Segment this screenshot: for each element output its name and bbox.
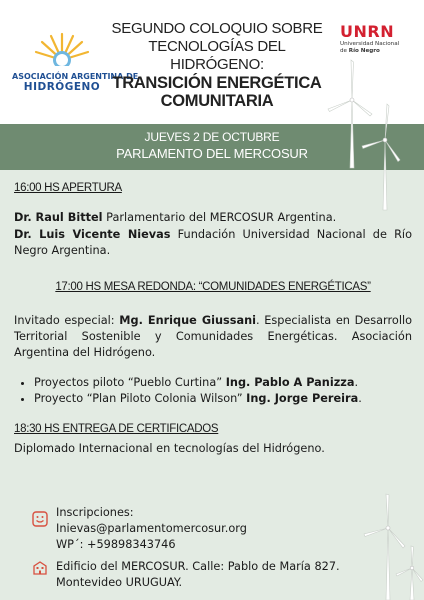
university-acronym: UNRN: [340, 22, 395, 41]
university-name-line: Río Negro: [348, 48, 380, 54]
event-date: JUEVES 2 DE OCTUBRE: [144, 130, 280, 144]
registration-info: [32, 505, 340, 553]
event-venue: PARLAMENTO DEL MERCOSUR: [116, 146, 308, 161]
guest-prefix: Invitado especial:: [14, 314, 120, 327]
wind-turbine-icon: [364, 494, 405, 600]
association-name: ASOCIACIÓN ARGENTINA DE: [12, 72, 139, 81]
section-heading-opening: 16:00 HS APERTURA: [14, 182, 122, 194]
sun-logo-icon: [32, 30, 92, 66]
university-name-line: Universidad Nacional: [340, 41, 400, 47]
section-heading-certificates: 18:30 HS ENTREGA DE CERTIFICADOS: [14, 423, 219, 435]
list-item: • Proyecto “Plan Piloto Colonia Wilson” Ing. Jorge Pereira.: [34, 391, 412, 407]
smile-icon: [32, 511, 48, 527]
association-logo: [12, 30, 139, 93]
building-icon: [32, 560, 48, 576]
university-logo: [340, 22, 410, 55]
list-item: • Proyectos piloto “Pueblo Curtina” Ing. Pablo A Panizza.: [34, 375, 412, 391]
date-band: [0, 124, 424, 170]
speaker-role: Parlamentario del MERCOSUR Argentina.: [102, 211, 337, 224]
address-info: [32, 559, 340, 591]
program-content: [14, 172, 412, 457]
wind-turbine-icon: [396, 546, 423, 600]
event-title: [110, 20, 324, 110]
address-line: Montevideo URUGUAY.: [56, 576, 183, 589]
contact-block: [32, 505, 340, 591]
speaker-entry: [14, 210, 412, 226]
speaker-role: Fundación Universidad Nacional de Río Negro Argentina.: [14, 228, 412, 257]
presenter-name: Ing. Jorge Pereira: [246, 392, 359, 405]
guest-entry: [14, 313, 412, 361]
speaker-entry: [14, 227, 412, 259]
title-line: SEGUNDO COLOQUIO SOBRE: [111, 20, 323, 37]
guest-description: . Especialista en Desarrollo Territorial Sostenible y Comunidades Energéticas. Asociación Argentina del Hidrógeno.: [14, 314, 413, 359]
contact-email[interactable]: Inievas@parlamentomercosur.org: [56, 522, 247, 535]
project-list: [14, 375, 412, 407]
title-line: TECNOLOGÍAS DEL HIDRÓGENO:: [148, 38, 286, 73]
registration-label: Inscripciones:: [56, 506, 134, 519]
title-line: COMUNITARIA: [160, 92, 274, 110]
contact-phone[interactable]: WP´: +59898343746: [56, 538, 176, 551]
speaker-name: Dr. Raul Bittel: [14, 211, 103, 224]
section-heading-roundtable: 17:00 HS MESA REDONDA: “COMUNIDADES ENERGÉTICAS”: [55, 281, 371, 293]
address-line: Edificio del MERCOSUR. Calle: Pablo de María 827.: [56, 560, 340, 573]
presenter-name: Ing. Pablo A Panizza: [225, 376, 355, 389]
speaker-name: Dr. Luis Vicente Nievas: [14, 228, 171, 241]
university-name-line: de: [340, 48, 347, 54]
association-name-hydrogen: HIDRÓGENO: [23, 81, 101, 93]
title-line: TRANSICIÓN ENERGÉTICA: [112, 74, 322, 92]
guest-name: Mg. Enrique Giussani: [119, 314, 257, 327]
certificate-text: Diplomado Internacional en tecnologías del Hidrógeno.: [14, 442, 325, 455]
